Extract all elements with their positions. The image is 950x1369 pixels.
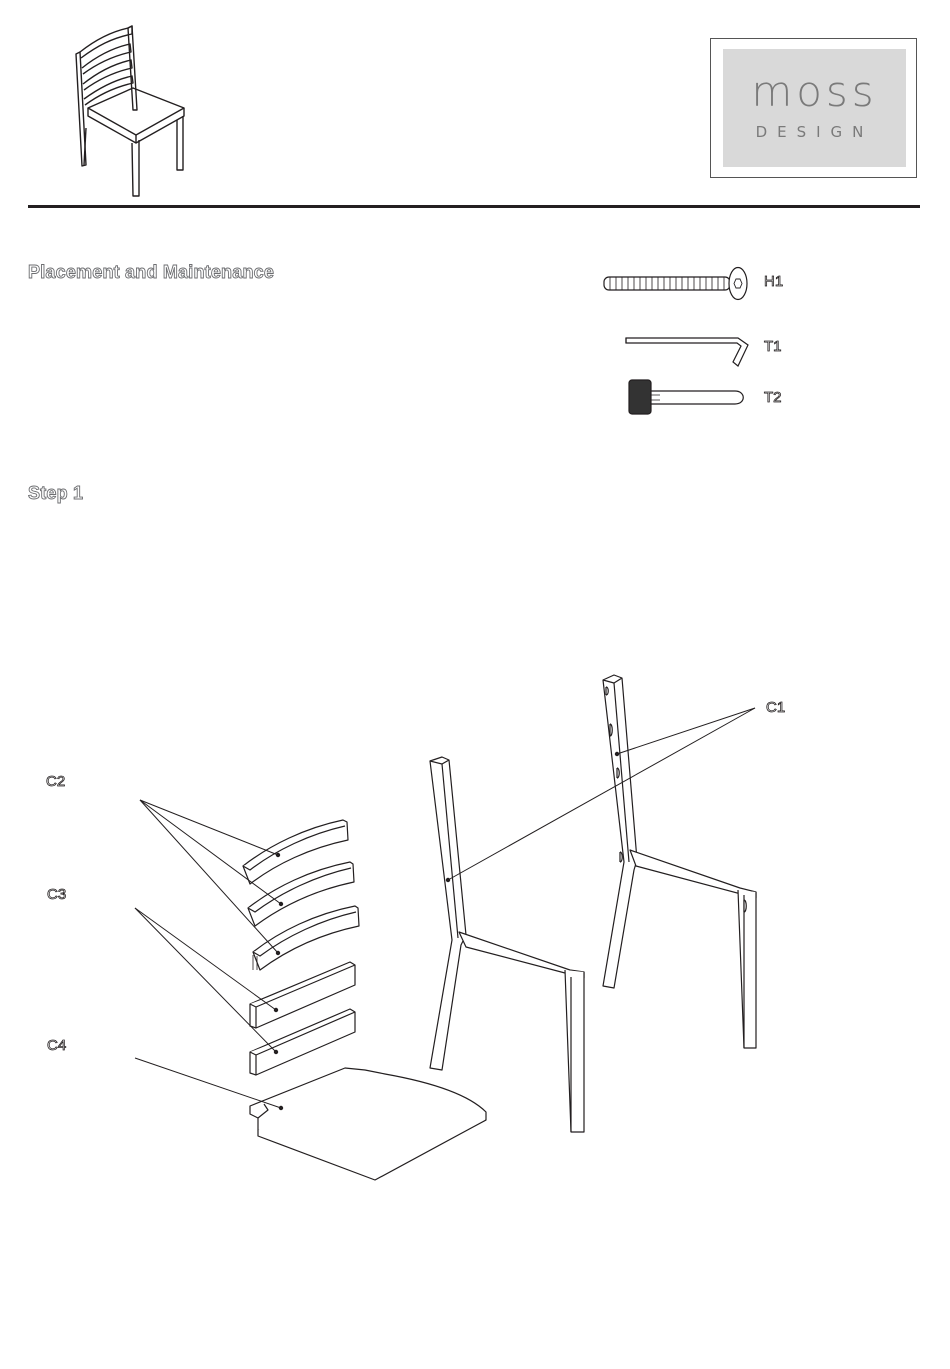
logo-background <box>723 49 906 167</box>
c3-rail-2 <box>250 1009 355 1075</box>
c1-left-post <box>430 757 466 1070</box>
header-divider <box>28 205 920 208</box>
c2-slat-2 <box>248 862 354 926</box>
placement-heading: Placement and Maintenance <box>28 262 275 282</box>
mallet-icon <box>629 380 743 414</box>
c1-right-post <box>603 675 637 988</box>
bolt-icon <box>604 268 747 300</box>
part-label-c1: C1 <box>766 699 786 716</box>
c2-slat-1 <box>243 820 348 884</box>
step1-heading: Step 1 <box>28 483 84 503</box>
logo-subtitle: DESIGN <box>755 123 874 141</box>
allen-key-icon <box>626 338 748 366</box>
hardware-label-t2: T2 <box>764 389 782 406</box>
c4-seat <box>250 1068 486 1178</box>
logo-wordmark: moss <box>751 67 878 116</box>
c2-slat-3 <box>253 906 359 970</box>
part-label-c3: C3 <box>47 886 67 903</box>
part-label-c2: C2 <box>46 773 66 790</box>
hardware-label-t1: T1 <box>764 338 782 355</box>
c3-rail-1 <box>250 962 355 1028</box>
brand-logo <box>710 38 917 178</box>
part-label-c4: C4 <box>47 1037 67 1054</box>
hardware-label-h1: H1 <box>764 273 784 290</box>
